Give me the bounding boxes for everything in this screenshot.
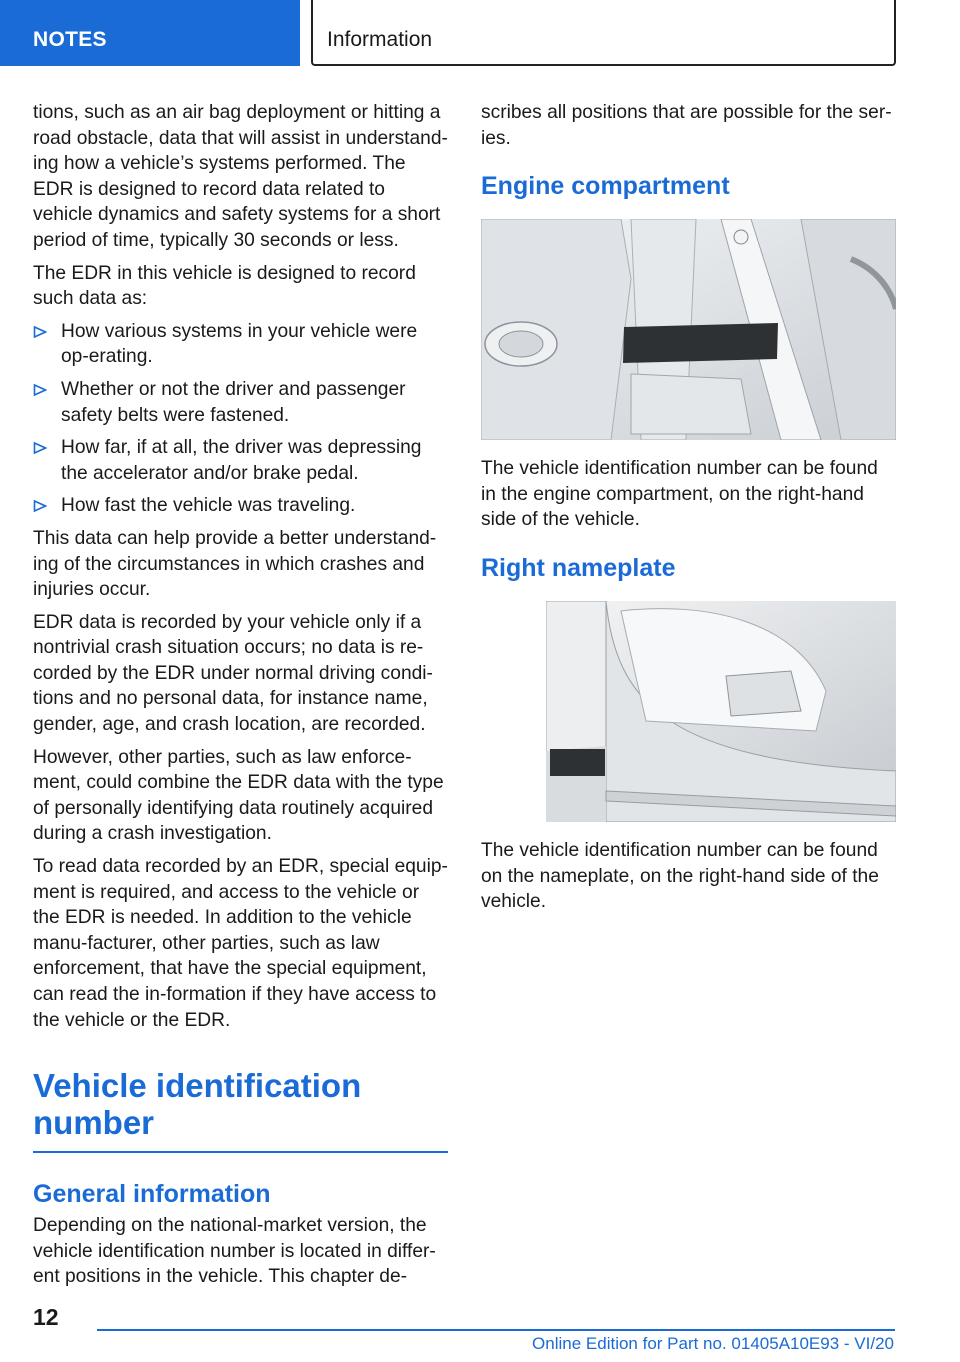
edr-data-list: [33, 319, 448, 519]
triangle-bullet-icon: [33, 442, 47, 454]
edr-third-party-paragraph: However, other parties, such as law enforce‐ment, could combine the EDR data with the type of personally identifying data routinely acquired during a crash investigation.: [33, 746, 444, 845]
list-item-text: How far, if at all, the driver was depressing the accelerator and/or brake pedal.: [61, 437, 422, 484]
list-item-text: How fast the vehicle was traveling.: [61, 495, 356, 517]
right-nameplate-title: Right nameplate: [481, 553, 676, 582]
footer-divider: [97, 1329, 895, 1331]
right-nameplate-caption: The vehicle identification number can be found on the nameplate, on the right-hand side of the vehicle.: [481, 839, 879, 913]
list-item-text: How various systems in your vehicle were op‐erating.: [61, 320, 418, 368]
information-tab[interactable]: Information: [311, 0, 896, 66]
subsection-title: General information: [33, 1180, 271, 1209]
edr-record-paragraph: The EDR in this vehicle is designed to record such data as:: [33, 262, 416, 310]
engine-compartment-caption: The vehicle identification number can be found in the engine compartment, on the right-hand side of the vehicle.: [481, 458, 878, 531]
vin-general-paragraph: Depending on the national-market version, the vehicle identification number is located in differ‐ent positions in the vehicle. This chapter de‐: [33, 1215, 436, 1288]
list-item-text: Whether or not the driver and passenger safety belts were fastened.: [61, 378, 406, 426]
right-nameplate-image: [546, 601, 896, 822]
positions-paragraph: scribes all positions that are possible for the ser‐ies.: [481, 102, 892, 149]
page-number: 12: [33, 1304, 59, 1330]
section-title: Vehicle identification number: [33, 1067, 448, 1153]
list-item: [33, 319, 448, 370]
left-column: [33, 100, 448, 1297]
edr-privacy-paragraph: EDR data is recorded by your vehicle only if a nontrivial crash situation occurs; no data is re‐corded by the EDR under normal driving condi‐tions and no personal data, for instance name, gender, age, and crash location, are recorded.: [33, 611, 433, 736]
triangle-bullet-icon: [33, 384, 47, 396]
list-item: [33, 377, 448, 428]
edr-intro-paragraph: tions, such as an air bag deployment or hitting a road obstacle, data that will assist in understand‐ing how a vehicle’s systems performed. The EDR is designed to record data related to vehicle dynamics and safety systems for a short period of time, typically 30 seconds or less.: [33, 102, 448, 251]
engine-compartment-image: [481, 219, 896, 440]
edr-benefit-paragraph: This data can help provide a better understand‐ing of the circumstances in which crashes and injuries occur.: [33, 527, 437, 601]
edr-access-paragraph: To read data recorded by an EDR, special equip‐ment is required, and access to the vehicle or the EDR is needed. In addition to the vehicle manu‐facturer, other parties, such as law enforcement, that have the special equipment, can read the in‐formation if they have access to the vehicle or the EDR.: [33, 856, 448, 1031]
engine-compartment-title: Engine compartment: [481, 172, 730, 201]
triangle-bullet-icon: [33, 326, 47, 338]
notes-tab[interactable]: NOTES: [0, 0, 300, 66]
edition-footer: Online Edition for Part no. 01405A10E93 - VI/20: [532, 1334, 894, 1353]
list-item: [33, 493, 448, 519]
triangle-bullet-icon: [33, 500, 47, 512]
list-item: [33, 435, 448, 486]
right-column: [481, 100, 897, 922]
